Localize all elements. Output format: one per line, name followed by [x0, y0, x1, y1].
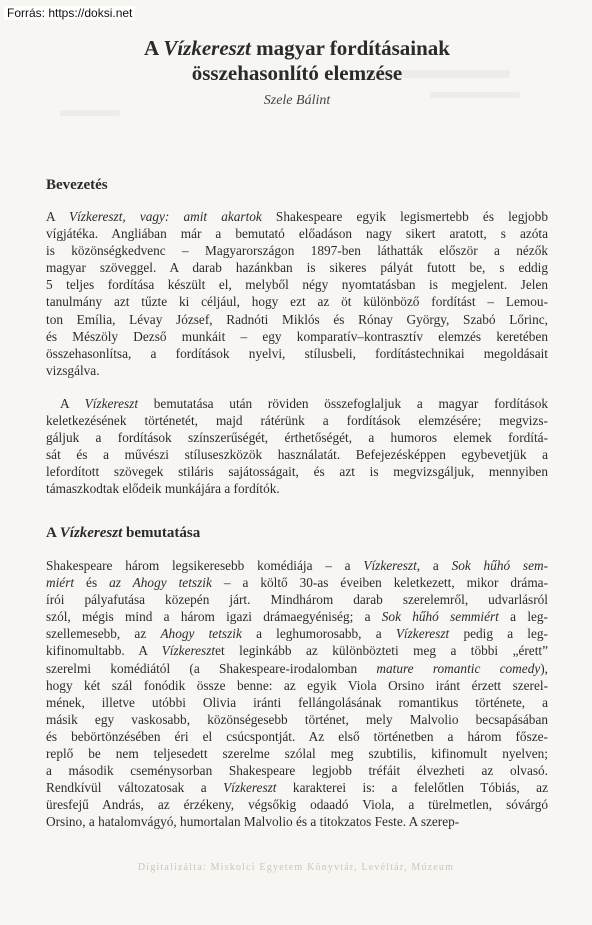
text-segment: ),	[540, 660, 549, 676]
text-line	[46, 608, 548, 625]
heading-segment: Bevezetés	[46, 177, 108, 193]
scan-artifact	[60, 110, 120, 116]
italic-segment: Vízkereszt	[223, 780, 277, 796]
text-segment: vizsgálva.	[46, 362, 100, 378]
text-segment: A	[60, 396, 85, 411]
text-segment: et leginkább az különbözteti meg a többi „érett”	[215, 643, 548, 659]
text-segment: karakterei is: a felelőtlen Tóbiás, az	[276, 780, 548, 796]
italic-segment: miért	[46, 575, 75, 591]
section-heading-bemutatas	[46, 525, 200, 542]
text-line	[46, 395, 548, 412]
italic-segment: Sok hűhó semmiért	[381, 609, 499, 625]
text-segment: mének, illetve utóbbi Olivia iránti fellángolásának romantikus története, a	[46, 694, 548, 710]
text-segment: vígjátéka. Angliában már a bemutató előadáson nagy sikert aratott, s azóta	[46, 226, 548, 242]
text-line	[46, 625, 548, 642]
text-segment: és Mészöly Dezső munkáit – egy komparatív–kontrasztív elemzés keretében	[46, 328, 548, 344]
source-label[interactable]: Forrás: https://doksi.net	[4, 6, 135, 20]
paragraph	[46, 557, 548, 831]
text-segment: magyar szöveggel. A darab hazánkban is sikeres pályát futott be, s eddig	[46, 260, 548, 276]
text-segment: pedig a leg-	[449, 626, 548, 642]
text-segment: gáljuk a fordítások színszerűségét, érthetőségét, a humoros elemek fordítá-	[46, 430, 548, 446]
text-line	[46, 762, 548, 779]
text-line	[46, 225, 548, 242]
text-line	[46, 293, 548, 310]
text-line	[46, 259, 548, 276]
text-line	[46, 480, 548, 497]
heading-segment: A	[46, 525, 60, 541]
article-author: Szele Bálint	[263, 93, 331, 108]
text-line	[46, 813, 548, 830]
text-segment: támaszkodtak elődeik munkájára a fordítók.	[46, 481, 280, 497]
text-segment: keletkezésének történetét, majd rátérünk a fordítások elemzésére; megvizs-	[46, 413, 548, 429]
text-segment: hogy két szál fonódik össze benne: az egyik Viola Orsino iránt érzett szerel-	[46, 677, 548, 693]
italic-segment: mature romantic comedy	[376, 660, 541, 676]
text-line	[46, 208, 548, 225]
italic-segment: Sok hűhó sem-	[451, 558, 549, 573]
text-line	[46, 779, 548, 796]
text-line	[46, 446, 548, 463]
text-line	[46, 463, 548, 480]
text-segment: Orsino, a hatalomvágyó, humortalan Malvolio és a titokzatos Feste. A szerep-	[46, 814, 460, 830]
text-segment: üresfejű András, az érzékeny, végsőkig odaadó Viola, a türelmetlen, sóvárgó	[46, 797, 548, 813]
italic-segment: Vízkereszt	[363, 558, 417, 573]
text-segment: szól, mégis mind a három igazi drámaegyéniség; a	[46, 609, 382, 625]
text-segment: összehasonlítsa, a fordítások nyelvi, stílusbeli, fordítástechnikai megoldásait	[46, 345, 548, 361]
text-line	[46, 345, 548, 362]
text-segment: Shakespeare három legsikeresebb komédiája – a	[46, 558, 364, 573]
text-segment: ton Emília, Lévay József, Radnóti Miklós és Rónay György, Szabó Lőrinc,	[46, 311, 548, 327]
text-segment: Shakespeare egyik legismertebb és legjobb	[261, 209, 548, 224]
text-segment: A	[46, 209, 69, 224]
title-line-1: A Vízkereszt magyar fordításainak	[144, 36, 450, 60]
italic-segment: Ahogy tetszik	[160, 626, 242, 642]
text-line	[46, 694, 548, 711]
italic-segment: Vízkereszt	[84, 396, 139, 411]
text-segment: – a költő 30-as éveiben keletkezett, mikor dráma-	[211, 575, 549, 591]
text-segment: másik egy vaskosabb, közönségesebb történet, mely Malvolio becsapásában	[46, 711, 548, 727]
heading-segment: bemutatása	[122, 525, 201, 541]
text-segment: Rendkívül változatosak a	[46, 780, 224, 796]
text-line	[46, 745, 548, 762]
italic-segment: Vízkereszt	[161, 643, 216, 659]
section-heading-bevezetes	[46, 177, 108, 194]
text-line	[46, 242, 548, 259]
paragraph	[46, 208, 548, 379]
text-segment: 5 teljes fordítása készült el, melyből négy nyomtatásban is megjelent. Jelen	[46, 277, 548, 293]
italic-segment: Vízkereszt, vagy: amit akartok	[68, 209, 262, 224]
text-segment: sát és a művészi stíluseszközök használatát. Befejezésképpen egybevetjük a	[46, 447, 548, 463]
text-segment: tanulmány azt tűzte ki céljául, hogy ezt az öt különböző fordítást – Lemou-	[46, 294, 548, 310]
text-line	[46, 328, 548, 345]
text-line	[46, 728, 548, 745]
text-segment: és bebörtönzésében éri el csúcspontját. Az első történetben a három fősze-	[46, 728, 548, 744]
text-segment: , a	[416, 558, 452, 573]
text-segment: a második cseménysorban Shakespeare legjobb tréfáit élvezheti az olvasó.	[46, 763, 548, 779]
text-segment: replő be nem teljesedett szerelme szólal meg szubtilis, kifinomult nyelven;	[46, 746, 548, 762]
article-title	[46, 36, 548, 86]
text-segment: lefordított szövegek stiláris sajátosságait, és azt is megvizsgáljuk, mennyiben	[46, 464, 548, 480]
text-segment: szerelmi komédiától (a Shakespeare-irodalomban	[46, 660, 377, 676]
heading-segment: Vízkereszt	[59, 525, 123, 541]
text-segment: is közönségkedvenc – Magyarországon 1897-ben láthatták először a nézők	[46, 243, 548, 259]
text-segment: szellemesebb, az	[46, 626, 161, 642]
text-line	[46, 796, 548, 813]
text-line	[46, 574, 548, 591]
text-segment: a leghumorosabb, a	[241, 626, 396, 642]
text-line	[46, 412, 548, 429]
text-line	[46, 677, 548, 694]
document-page	[46, 36, 549, 830]
text-segment: és	[74, 575, 110, 591]
italic-segment: Vízkereszt	[395, 626, 450, 642]
text-line	[46, 711, 548, 728]
text-line	[46, 591, 548, 608]
text-line	[46, 642, 548, 659]
paragraph	[46, 395, 548, 498]
text-line	[46, 362, 548, 379]
italic-segment: az Ahogy tetszik	[109, 575, 212, 591]
text-line	[46, 429, 548, 446]
text-segment: kifinomultabb. A	[46, 643, 162, 659]
text-line	[46, 311, 548, 328]
title-line-2: összehasonlító elemzése	[191, 61, 403, 85]
text-line	[46, 557, 548, 574]
text-line	[46, 276, 548, 293]
text-segment: írói pályafutása közepén járt. Mindhárom darab szerelemről, udvarlásról	[46, 592, 548, 608]
text-segment: a leg-	[498, 609, 548, 625]
text-line	[46, 660, 548, 677]
text-segment: bemutatása után röviden összefoglaljuk a magyar fordítások	[138, 396, 548, 411]
digitization-footer: Digitalizálta: Miskolci Egyetem Könyvtár, Levéltár, Múzeum	[137, 862, 455, 873]
